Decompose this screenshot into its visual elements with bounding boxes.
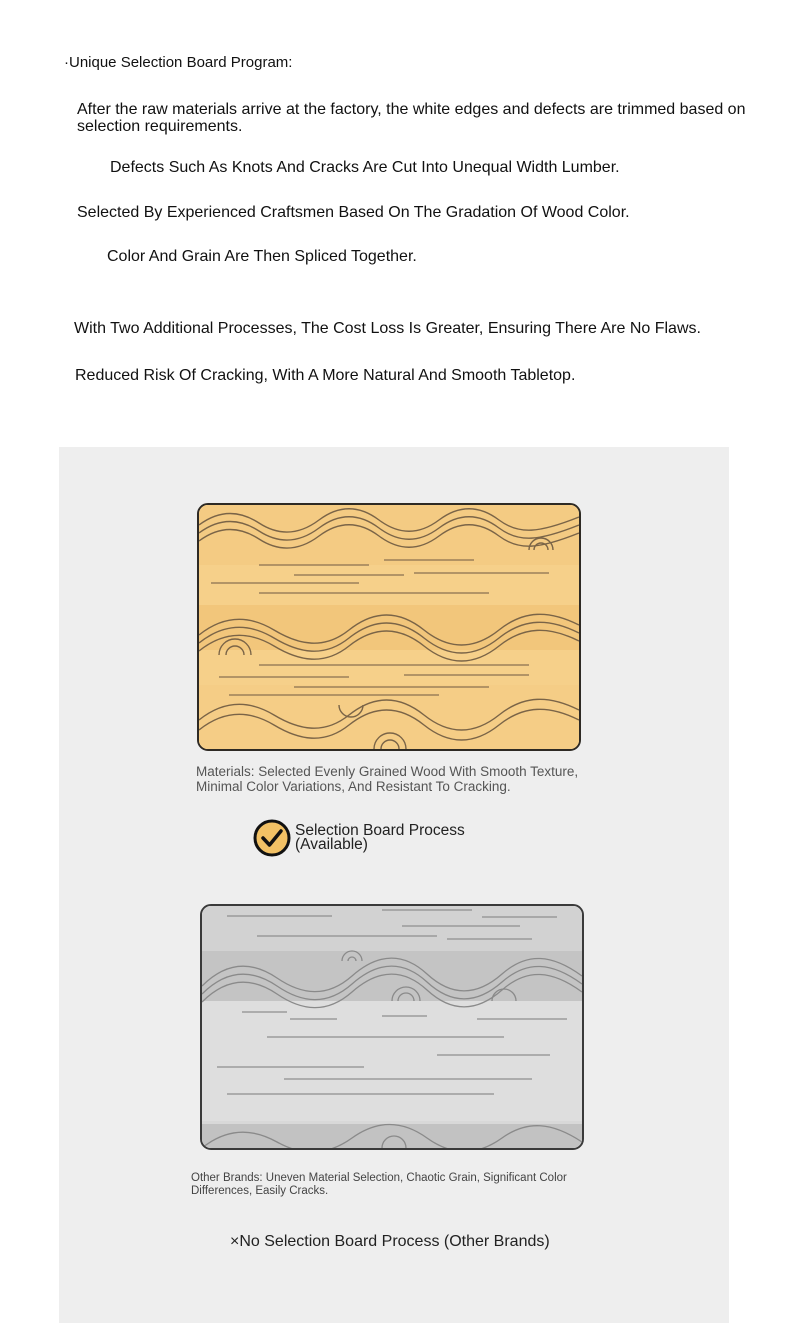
comparison-panel: [59, 447, 729, 1323]
other-brands-caption: Other Brands: Uneven Material Selection, Chaotic Grain, Significant Color Differences, Easily Cracks.: [191, 1172, 567, 1197]
benefit-1: With Two Additional Processes, The Cost Loss Is Greater, Ensuring There Are No Flaws.: [74, 320, 701, 337]
step-1: Defects Such As Knots And Cracks Are Cut Into Unequal Width Lumber.: [110, 159, 620, 176]
no-selection-process-label: ×No Selection Board Process (Other Brands): [230, 1233, 550, 1250]
benefit-2: Reduced Risk Of Cracking, With A More Natural And Smooth Tabletop.: [75, 367, 576, 384]
selected-materials-caption: Materials: Selected Evenly Grained Wood With Smooth Texture, Minimal Color Variations, And Resistant To Cracking.: [196, 764, 579, 794]
step-2: Selected By Experienced Craftsmen Based On The Gradation Of Wood Color.: [77, 204, 630, 221]
intro-paragraph: After the raw materials arrive at the factory, the white edges and defects are trimmed based on selection requirements.: [77, 101, 746, 135]
selection-process-line-2: (Available): [295, 836, 368, 853]
selection-process-line-1: Selection Board Process: [295, 822, 465, 839]
section-heading: ·Unique Selection Board Program:: [64, 54, 293, 71]
selected-wood-board-image: [197, 503, 581, 751]
check-circle-icon: [253, 819, 291, 857]
selection-process-label: [295, 824, 465, 852]
step-3: Color And Grain Are Then Spliced Together.: [107, 248, 417, 265]
other-brand-board-image: [200, 904, 584, 1150]
